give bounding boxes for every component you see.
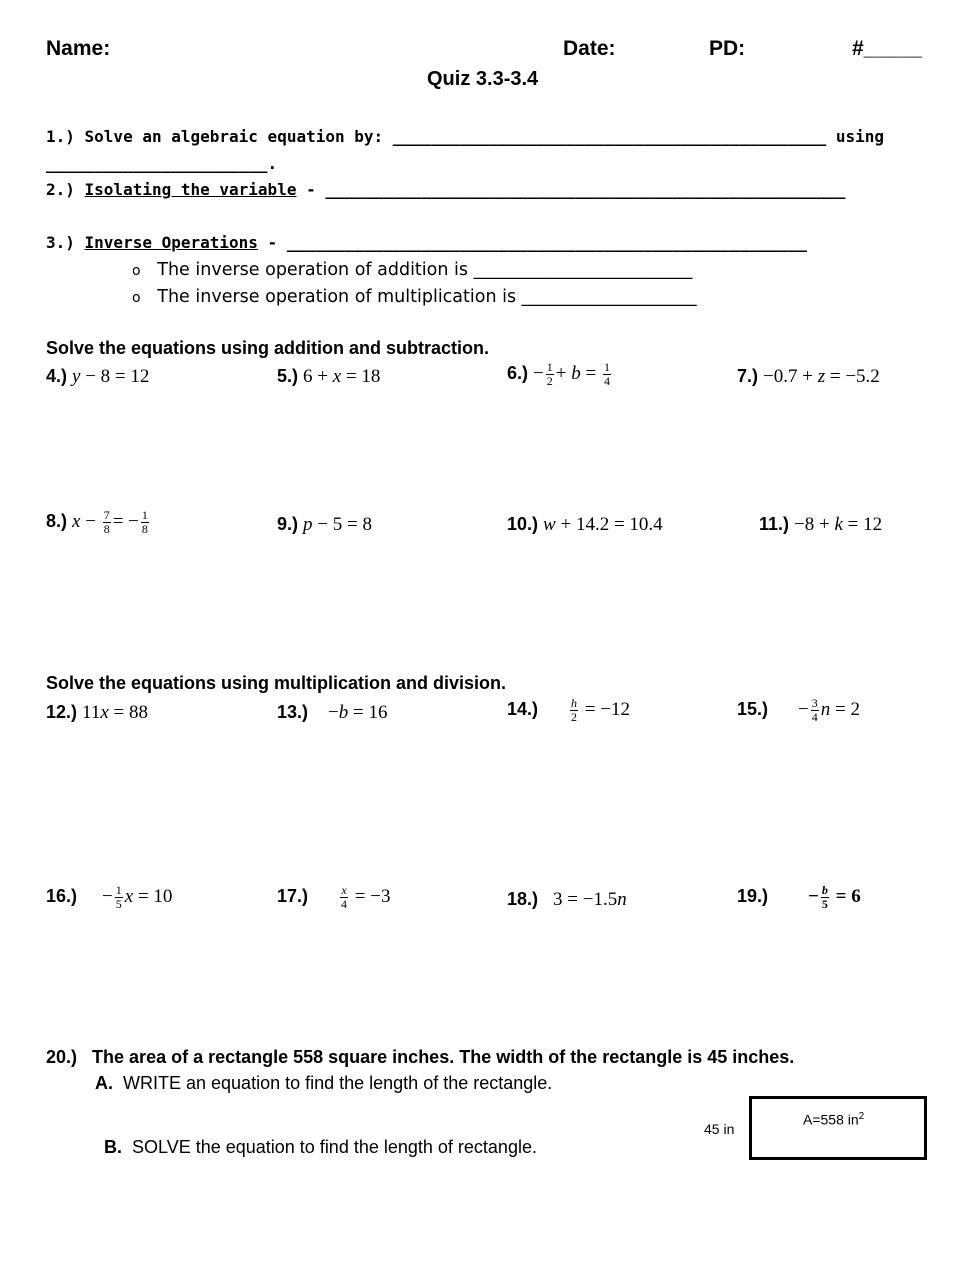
problem-13: 13.) −b = 16	[277, 702, 388, 723]
problem-12: 12.) 11x = 88	[46, 702, 148, 723]
problem-10: 10.) w + 14.2 = 10.4	[507, 514, 663, 535]
rectangle-width-label: 45 in	[704, 1121, 735, 1137]
rectangle-diagram	[749, 1096, 927, 1160]
section-multiplication-title: Solve the equations using multiplication and division.	[46, 673, 507, 693]
problem-9: 9.) p − 5 = 8	[277, 514, 372, 535]
section-addition-title: Solve the equations using addition and subtraction.	[46, 338, 490, 358]
q2-dash: -	[296, 180, 326, 199]
quiz-title: Quiz 3.3-3.4	[427, 68, 539, 90]
date-label: Date:	[563, 37, 616, 60]
q20-part-a: A. WRITE an equation to find the length of the rectangle.	[95, 1073, 553, 1093]
problem-5: 5.) 6 + x = 18	[277, 366, 381, 387]
problem-19: 19.) − $\frac{b}{5}$ = 6	[737, 883, 861, 911]
q1-label: 1.) Solve an algebraic equation by:	[46, 127, 393, 146]
q3-term: Inverse Operations	[84, 233, 258, 252]
problem-7: 7.) −0.7 + z = −5.2	[737, 366, 880, 387]
problem-4: 4.) y − 8 = 12	[46, 366, 150, 387]
problem-18: 18.) 3 = −1.5n	[507, 889, 627, 910]
q3-bullet-addition: o The inverse operation of addition is _________________________	[132, 260, 693, 280]
q3-blank: ______________________________________________________	[286, 233, 807, 252]
problem-17: 17.) $\frac{x}{4}$ = −3	[277, 883, 391, 911]
q1-after: using	[826, 127, 885, 146]
q3-num: 3.)	[46, 233, 85, 252]
q3-dash: -	[257, 233, 287, 252]
problem-11: 11.) −8 + k = 12	[759, 514, 883, 535]
pd-label: PD:	[709, 37, 746, 60]
bullet-circle-icon: o	[132, 263, 141, 279]
question-20: 20.) The area of a rectangle 558 square inches. The width of the rectangle is 45 inches.	[46, 1047, 795, 1067]
q2-num: 2.)	[46, 180, 85, 199]
question-1	[46, 127, 884, 146]
problem-6: 6.) − $\frac{1}{2}$ + b = $\frac{1}{4}$	[507, 360, 610, 388]
q2-blank: ______________________________________________________	[325, 180, 846, 199]
q2-term: Isolating the variable	[84, 180, 297, 199]
question-3	[46, 233, 807, 252]
number-label: #_____	[852, 37, 923, 60]
problem-15: 15.) − $\frac{3}{4}$ n = 2	[737, 696, 860, 724]
q3-bullet-multiplication: o The inverse operation of multiplication is ____________________	[132, 287, 697, 307]
q1-blank-2: _______________________.	[46, 154, 278, 173]
q1-blank-1: _____________________________________________	[392, 127, 827, 146]
problem-14: 14.) $\frac{h}{2}$ = −12	[507, 696, 630, 724]
name-label: Name:	[46, 37, 111, 60]
q20-part-b: B. SOLVE the equation to find the length of rectangle.	[104, 1137, 537, 1157]
bullet-circle-icon: o	[132, 290, 141, 306]
problem-8: 8.) x − $\frac{7}{8}$ = − $\frac{1}{8}$	[46, 508, 148, 536]
rectangle-area-label: A=558 $in^2$	[803, 1111, 865, 1128]
problem-16: 16.) − $\frac{1}{5}$ x = 10	[46, 883, 173, 911]
question-2	[46, 180, 846, 199]
